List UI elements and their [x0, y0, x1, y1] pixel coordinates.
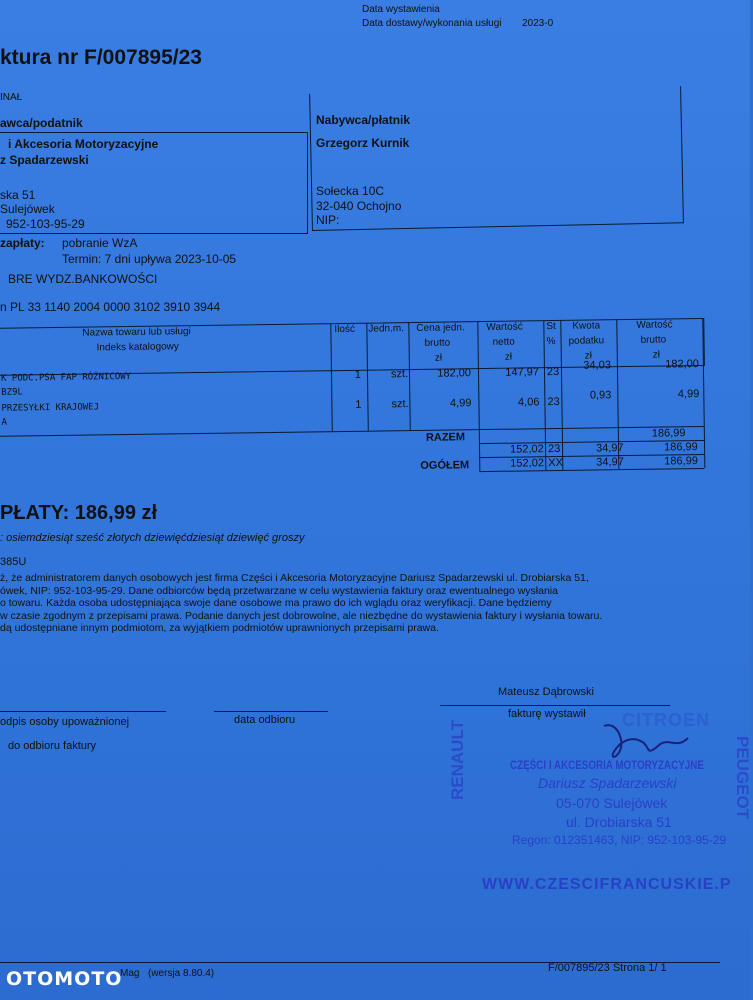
header-vat2: % — [546, 336, 556, 348]
date-receipt-label: data odbioru — [234, 714, 296, 726]
stamp-line4: ul. Drobiarska 51 — [566, 814, 672, 830]
stamp-right-brand: PEUGEOT — [733, 736, 752, 820]
buyer-label: Nabywca/płatnik — [316, 113, 411, 127]
gdpr-line: ż, że administratorem danych osobowych jest firma Części i Akcesoria Motoryzacyjne Dariusz Spadarzewski ul. Drobiarska 51, — [0, 572, 589, 584]
sum-gross: 186,99 — [663, 441, 698, 454]
seller-city: Sulejówek — [0, 202, 55, 216]
bank-account: n PL 33 1140 2004 0000 3102 3910 3944 — [0, 300, 221, 314]
item-qty: 1 — [354, 368, 362, 381]
seller-nip: 952-103-95-29 — [6, 217, 85, 231]
item-net: 147,97 — [505, 366, 540, 379]
header-gross2: brutto — [640, 334, 667, 346]
items-table — [0, 0, 753, 490]
payment-method: pobranie WzA — [62, 236, 138, 250]
software-prefix: Mag — [120, 968, 140, 979]
software-version: (wersja 8.80.4) — [148, 968, 215, 979]
header-gross1: Wartość — [636, 319, 673, 331]
buyer-name: Grzegorz Kurnik — [316, 136, 410, 150]
item-tax: 34,03 — [583, 359, 611, 372]
stamp-left-brand: RENAULT — [448, 720, 467, 800]
total-label: OGÓŁEM — [420, 459, 470, 472]
item-price: 4,99 — [449, 397, 472, 410]
original-label: INAŁ — [0, 92, 23, 103]
buyer-street: Sołecka 10C — [316, 184, 385, 198]
razem-gross: 186,99 — [651, 427, 686, 440]
item-gross: 182,00 — [665, 358, 699, 371]
gdpr-line: w czasie zgodnym z przepisami prawa. Podanie danych jest dobrowolne, ale niezbędne do wystawienia faktury i wysłania towaru. — [0, 609, 603, 622]
bank-name: BRE WYDZ.BANKOWOŚCI — [8, 272, 158, 286]
buyer-city: 32-040 Ochojno — [316, 199, 402, 213]
invoice-title: ktura nr F/007895/23 — [0, 46, 202, 69]
gdpr-line: ówek, NIP: 952-103-95-29. Dane odbiorców będą przetwarzane w celu wystawienia faktury oraz ewentualnego wysłania — [0, 584, 558, 597]
otomoto-watermark: OTOMOTO — [6, 968, 123, 990]
item-unit: szt. — [391, 398, 409, 411]
header-tax1: Kwota — [572, 320, 601, 332]
header-price1: Cena jedn. — [416, 322, 465, 334]
header-tax3: zł — [584, 350, 593, 362]
seller-name1: i Akcesoria Motoryzacyjne — [8, 137, 159, 151]
total-gross: 186,99 — [664, 455, 698, 468]
delivery-date-value: 2023-0 — [522, 18, 554, 29]
handwritten-signature — [598, 716, 698, 762]
item-unit: szt. — [390, 368, 409, 381]
issuer-name: Mateusz Dąbrowski — [498, 686, 594, 698]
sum-net: 152,02 — [509, 443, 544, 456]
sum-vat: 23 — [547, 442, 561, 456]
gdpr-line: o towaru. Każda osoba udostępniająca swoje dane osobowe ma prawo do ich wglądu oraz weryfikacji. Dane będziemy — [0, 597, 552, 609]
stamp-top-brand: CITROEN — [622, 710, 710, 730]
header-net3: zł — [504, 351, 513, 363]
stamp-line5: Regon: 012351463, NIP: 952-103-95-29 — [512, 833, 727, 847]
razem-label: RAZEM — [425, 431, 466, 444]
header-gross3: zł — [652, 349, 661, 361]
header-price2: brutto — [424, 337, 451, 349]
payment-method-label: zapłaty: — [0, 236, 45, 250]
item-vat: 23 — [546, 365, 560, 379]
header-index: Indeks katalogowy — [96, 341, 179, 354]
issue-date-label: Data wystawienia — [362, 4, 440, 15]
item-tax: 0,93 — [589, 389, 612, 402]
header-unit: Jedn.m. — [368, 323, 405, 335]
footer-doc: F/007895/23 Strona 1/ 1 — [548, 962, 667, 974]
item-price: 182,00 — [437, 367, 472, 380]
stamp-line1: CZĘŚCI I AKCESORIA MOTORYZACYJNE — [510, 758, 704, 772]
item-index: BZ9L — [1, 387, 23, 398]
seller-name2: z Spadarzewski — [0, 153, 89, 167]
header-name: Nazwa towaru lub usługi — [82, 326, 191, 339]
seller-street: ska 51 — [0, 188, 36, 202]
delivery-date-label: Data dostawy/wykonania usługi — [362, 18, 502, 29]
sig-authorized-line2: do odbioru faktury — [8, 740, 97, 752]
header-price3: zł — [434, 352, 443, 364]
header-qty: Ilość — [334, 323, 356, 336]
due-in-words: : osiemdziesiąt sześć złotych dziewięćdziesiąt dziewięć groszy — [0, 532, 305, 544]
sum-tax: 34,97 — [595, 442, 624, 455]
buyer-nip-label: NIP: — [316, 213, 340, 227]
payment-term: Termin: 7 dni upływa 2023-10-05 — [62, 252, 237, 266]
item-name: PRZESYŁKI KRAJOWEJ — [1, 402, 100, 414]
header-vat1: St — [546, 321, 556, 333]
stamp-line2: Dariusz Spadarzewski — [538, 775, 677, 791]
header-net2: netto — [492, 336, 515, 348]
seller-label: awca/podatnik — [0, 116, 83, 130]
due-amount: PŁATY: 186,99 zł — [0, 502, 158, 524]
item-net: 4,06 — [517, 396, 540, 409]
due-code: 385U — [0, 556, 27, 568]
item-gross: 4,99 — [677, 388, 700, 401]
issued-by-label: fakturę wystawił — [508, 708, 586, 720]
header-net1: Wartość — [486, 321, 523, 333]
item-name: K PODC.PSA FAP RÓŻNICOWY — [0, 371, 132, 384]
total-net: 152,02 — [510, 457, 545, 470]
item-vat: 23 — [547, 395, 560, 409]
total-vat: XX — [548, 456, 564, 470]
item-index: A — [1, 417, 8, 428]
stamp-line3: 05-070 Sulejówek — [556, 795, 668, 811]
stamp-url: WWW.CZESCIFRANCUSKIE.P — [482, 876, 732, 893]
header-tax2: podatku — [568, 335, 605, 347]
gdpr-line: dą udostępniane innym podmiotom, za wyjątkiem podmiotów uprawnionych przepisami prawa. — [0, 622, 439, 634]
item-qty: 1 — [355, 398, 362, 411]
total-tax: 34,97 — [596, 456, 624, 469]
sig-authorized-line1: odpis osoby upoważnionej — [0, 716, 130, 728]
